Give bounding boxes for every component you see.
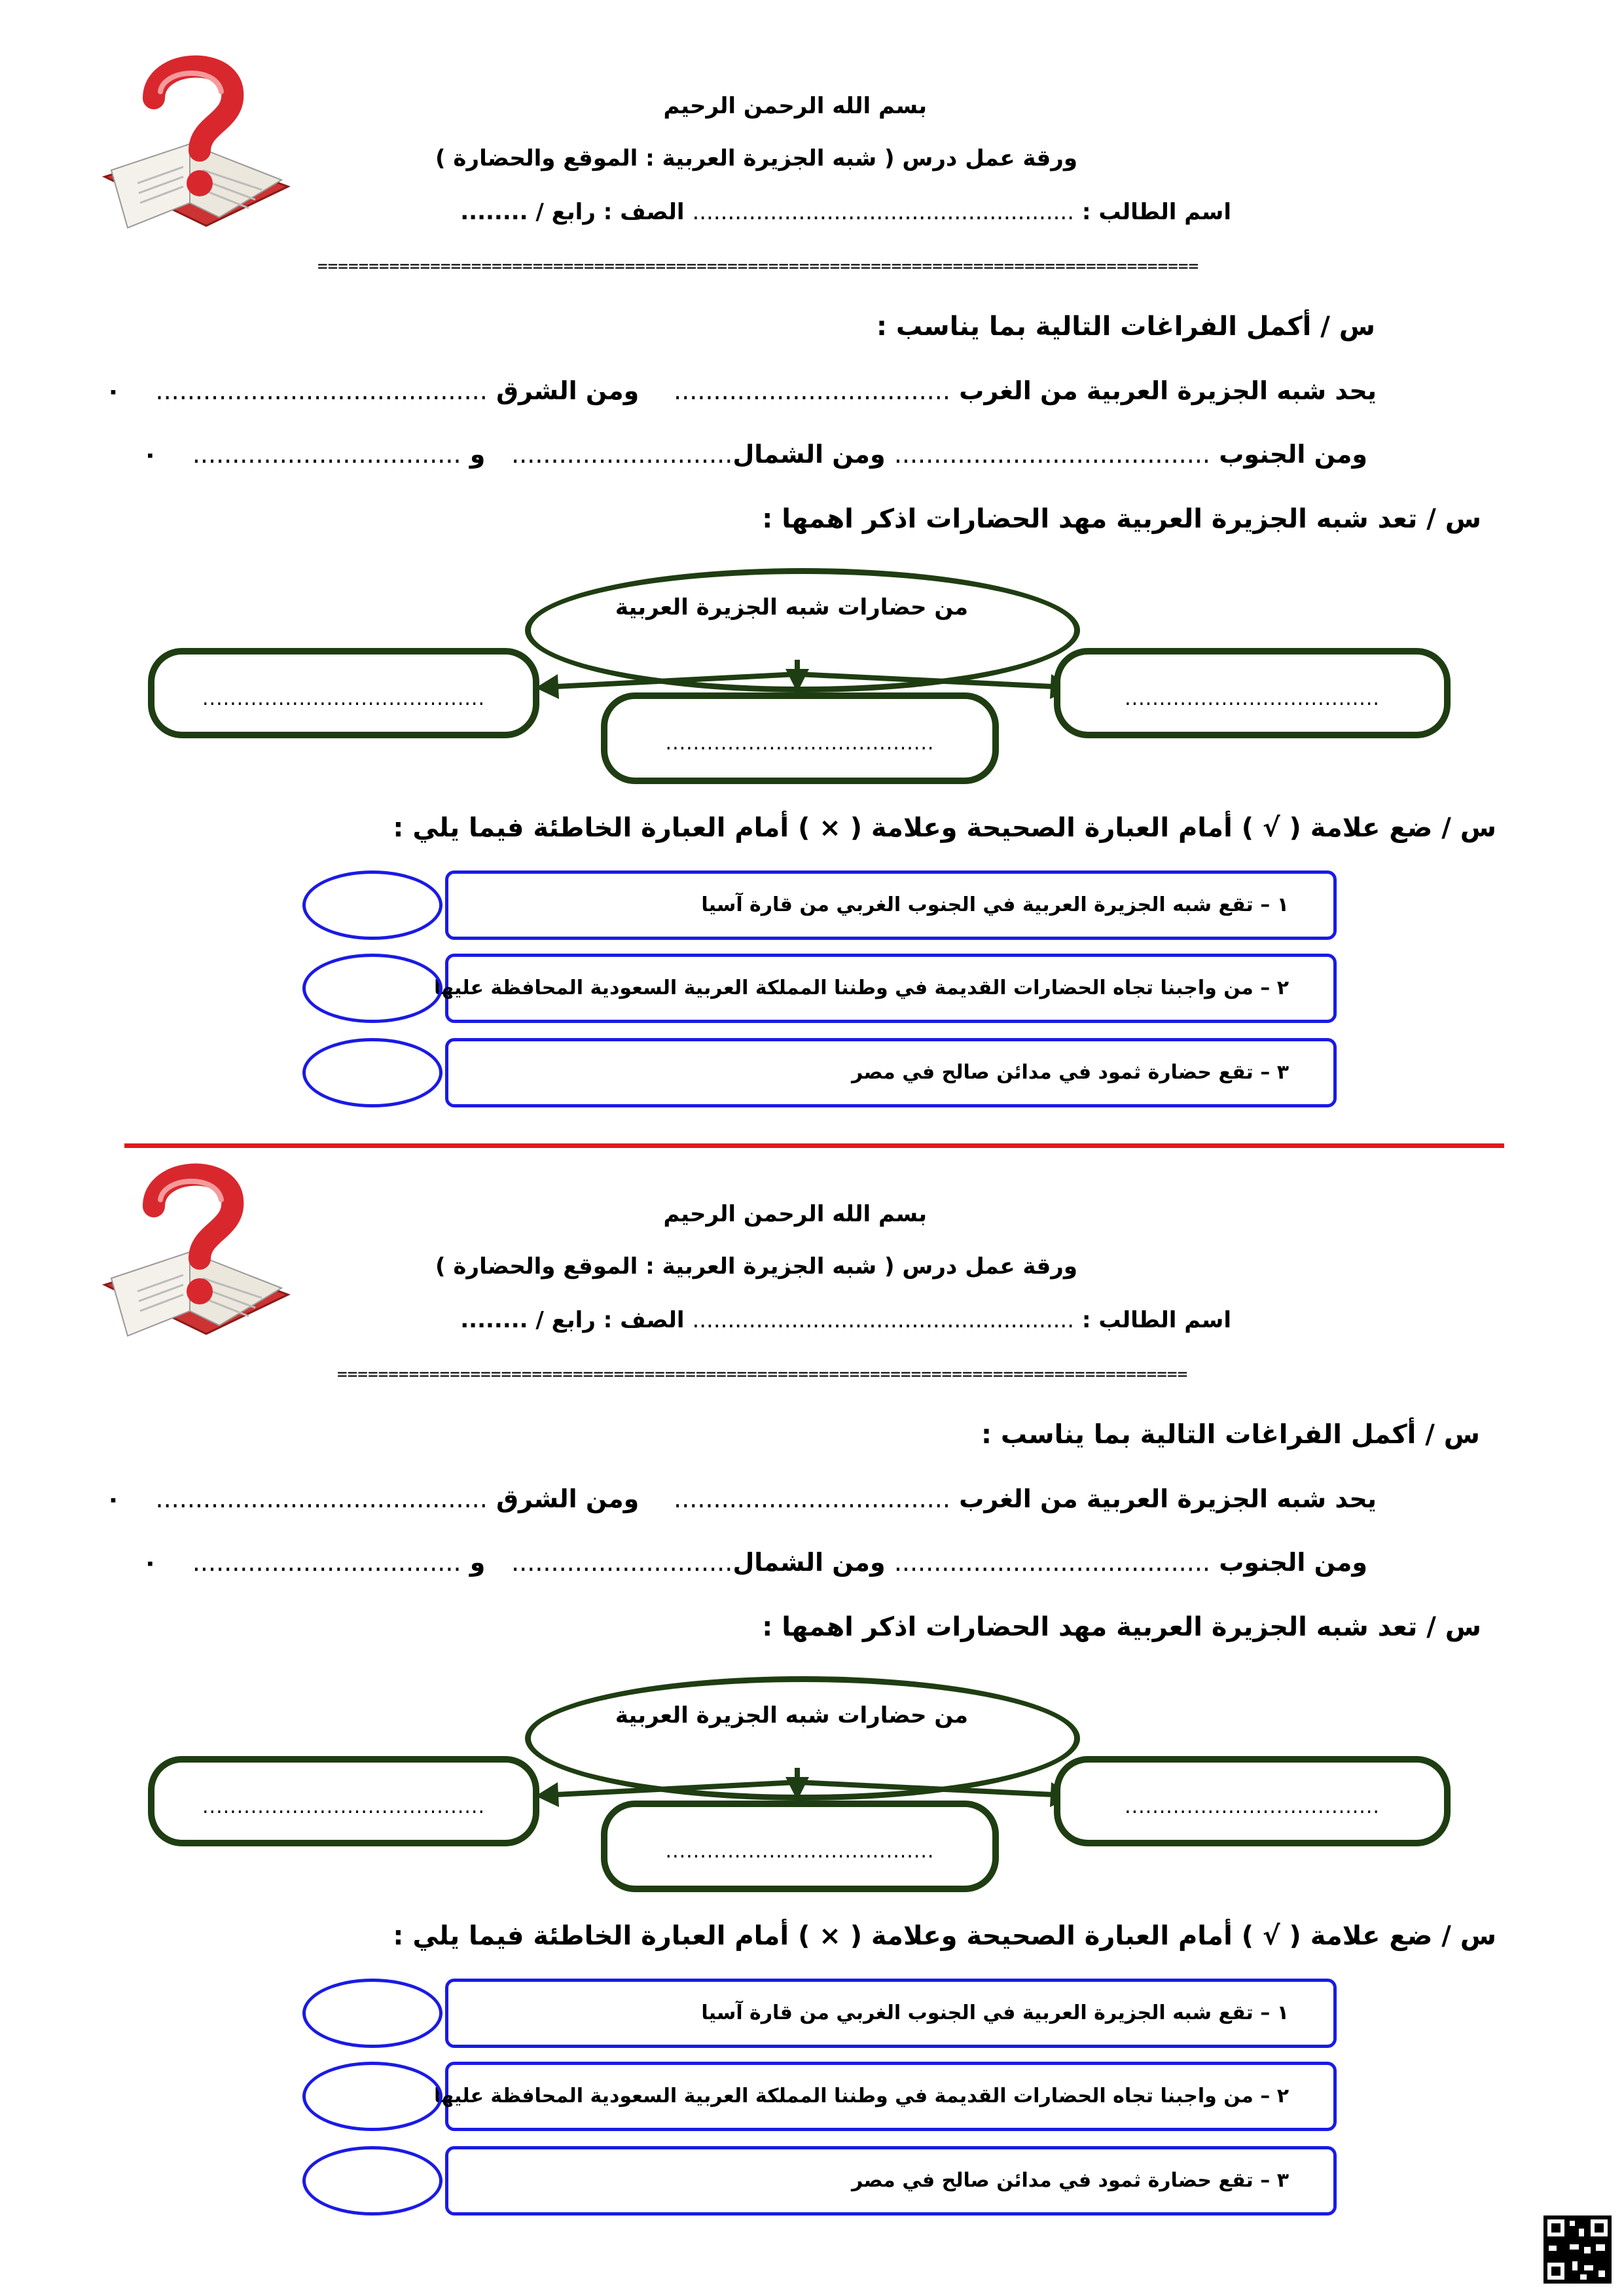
q1-south-blank[interactable]: ........................................ — [893, 1548, 1210, 1577]
q1-title: س / أكمل الفراغات التالية بما يناسب : — [981, 1420, 1480, 1450]
statement-box-2 — [433, 2062, 1337, 2131]
statement-2: ٢ – من واجبنا تجاه الحضارات القديمة في وطننا المملكة العربية السعودية المحافظة عليها — [433, 2085, 1289, 2108]
separator-line: ====================================================================================== — [317, 257, 1199, 271]
separator-line: =================================================================================== — [337, 1365, 1188, 1379]
class-label: الصف : رابع / ........ — [460, 199, 693, 225]
answer-oval-1[interactable] — [302, 1979, 442, 2048]
student-name-field[interactable]: ...................................................... — [692, 1307, 1075, 1333]
q1-east-label: ومن الشرق — [496, 376, 640, 405]
civilization-box-center[interactable] — [601, 692, 999, 784]
q1-north-blank[interactable]: ............................ — [511, 440, 733, 469]
q1-west-label: يحد شبه الجزيرة العربية من الغرب — [959, 376, 1377, 405]
q1-title: س / أكمل الفراغات التالية بما يناسب : — [876, 312, 1375, 342]
q1-west-blank[interactable]: ................................... — [674, 1484, 950, 1513]
q1-line1-end: ٠ — [105, 1484, 121, 1513]
q1-south-blank[interactable]: ........................................ — [893, 440, 1210, 469]
qr-code — [1543, 2215, 1612, 2284]
q3-title: س / ضع علامة ( √ ) أمام العبارة الصحيحة وعلامة ( × ) أمام العبارة الخاطئة فيما يلي : — [393, 1921, 1496, 1951]
statement-2: ٢ – من واجبنا تجاه الحضارات القديمة في وطننا المملكة العربية السعودية المحافظة عليها — [433, 977, 1289, 999]
worksheet-title: ورقة عمل درس ( شبه الجزيرة العربية : الموقع والحضارة ) — [435, 1253, 1077, 1280]
q1-west-label: يحد شبه الجزيرة العربية من الغرب — [959, 1484, 1377, 1513]
civilizations-oval-label: من حضارات شبه الجزيرة العربية — [615, 1702, 968, 1729]
civilization-box-right[interactable] — [1054, 648, 1451, 738]
class-label: الصف : رابع / ........ — [460, 1307, 693, 1333]
civilization-box-center[interactable] — [601, 1801, 999, 1892]
q1-north2-blank[interactable]: .................................. — [192, 440, 461, 469]
q1-line2-end: ٠ — [142, 440, 158, 469]
student-name-label: اسم الطالب : — [1074, 199, 1231, 225]
statement-1: ١ – تقع شبه الجزيرة العربية في الجنوب الغربي من قارة آسيا — [701, 893, 1289, 916]
q1-east-label: ومن الشرق — [496, 1484, 640, 1513]
civilization-box-right-blank: ..................................... — [1125, 1795, 1380, 1818]
answer-oval-2[interactable] — [302, 954, 442, 1023]
statement-1: ١ – تقع شبه الجزيرة العربية في الجنوب الغربي من قارة آسيا — [701, 2001, 1289, 2024]
answer-oval-3[interactable] — [302, 2146, 442, 2215]
civilization-box-right[interactable] — [1054, 1756, 1451, 1846]
q1-line2-end: ٠ — [142, 1548, 158, 1577]
civilization-box-right-blank: ..................................... — [1125, 687, 1380, 710]
statement-box-1 — [445, 870, 1337, 940]
statement-box-2 — [433, 954, 1337, 1023]
q1-and-label: و — [469, 440, 486, 469]
civilization-box-left[interactable] — [148, 648, 539, 738]
statement-box-3 — [445, 1038, 1337, 1107]
answer-oval-1[interactable] — [302, 870, 442, 940]
q1-line1-end: ٠ — [105, 376, 121, 405]
statement-box-1 — [445, 1979, 1337, 2048]
q1-north-blank[interactable]: ............................ — [511, 1548, 733, 1577]
worksheet-1 — [0, 0, 1624, 1113]
civilization-box-left-blank: ......................................... — [202, 687, 485, 710]
answer-oval-3[interactable] — [302, 1038, 442, 1107]
q1-north2-blank[interactable]: .................................. — [192, 1548, 461, 1577]
q1-and-label: و — [469, 1548, 486, 1577]
worksheet-2 — [0, 1108, 1624, 2221]
q1-west-blank[interactable]: ................................... — [674, 376, 950, 405]
worksheet-title: ورقة عمل درس ( شبه الجزيرة العربية : الموقع والحضارة ) — [435, 145, 1077, 171]
civilization-box-left[interactable] — [148, 1756, 539, 1846]
civilizations-oval-label: من حضارات شبه الجزيرة العربية — [615, 594, 968, 620]
student-name-label: اسم الطالب : — [1074, 1307, 1231, 1333]
student-name-field[interactable]: ...................................................... — [692, 199, 1075, 225]
q3-title: س / ضع علامة ( √ ) أمام العبارة الصحيحة وعلامة ( × ) أمام العبارة الخاطئة فيما يلي : — [393, 813, 1496, 843]
q2-title: س / تعد شبه الجزيرة العربية مهد الحضارات اذكر اهمها : — [762, 504, 1481, 534]
statement-3: ٣ – تقع حضارة ثمود في مدائن صالح في مصر — [851, 2169, 1289, 2192]
q1-north-label: ومن الشمال — [732, 440, 886, 469]
q1-east-blank[interactable]: .......................................... — [155, 376, 488, 405]
q2-title: س / تعد شبه الجزيرة العربية مهد الحضارات اذكر اهمها : — [762, 1612, 1481, 1642]
basmala: بسم الله الرحمن الرحيم — [663, 93, 927, 119]
statement-box-3 — [445, 2146, 1337, 2215]
q1-east-blank[interactable]: .......................................... — [155, 1484, 488, 1513]
q1-south-label: ومن الجنوب — [1219, 1548, 1367, 1577]
civilization-box-left-blank: ......................................... — [202, 1795, 485, 1818]
q1-south-label: ومن الجنوب — [1219, 440, 1367, 469]
civilization-box-center-blank: ....................................... — [665, 1840, 935, 1863]
answer-oval-2[interactable] — [302, 2062, 442, 2131]
basmala: بسم الله الرحمن الرحيم — [663, 1201, 927, 1227]
civilization-box-center-blank: ....................................... — [665, 732, 935, 755]
statement-3: ٣ – تقع حضارة ثمود في مدائن صالح في مصر — [851, 1061, 1289, 1084]
q1-north-label: ومن الشمال — [732, 1548, 886, 1577]
